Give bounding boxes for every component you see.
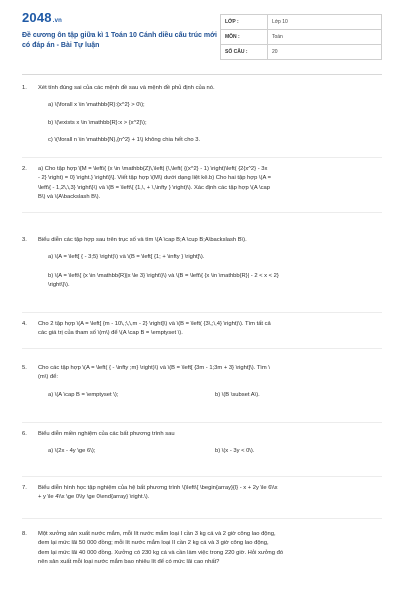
question-text: Cho 2 tập hợp \(A = \left[ {m - 10\,;\,\,m - 2} \right]\) và \(B = \left( {3\,;\,4} \right)\). Tìm tất cả xyxy=(38,321,271,327)
title-line-1: Đề cương ôn tập giữa kì 1 Toán 10 Cánh diều cấu trúc mới xyxy=(22,32,217,39)
question-parts-row xyxy=(48,447,382,456)
question-number: 7. xyxy=(22,485,27,491)
title-line-2: có đáp án - Bài Tự luận xyxy=(22,42,100,49)
question-text: các giá trị của tham số \(m\) để \(A \cap B = \emptyset \). xyxy=(38,330,183,337)
question-divider xyxy=(22,348,382,349)
question-text: đem lại mức lãi 50 000 đồng; mỗi lít nước mắm loại II cần 2 kg cá và 3 giờ công lao động, xyxy=(38,540,269,547)
question-part: c) \(\forall n \in \mathbb{N},{n^2} + 1\) không chia hết cho 3. xyxy=(48,136,201,143)
meta-key: SỐ CÂU : xyxy=(221,45,268,60)
site-logo[interactable] xyxy=(22,10,62,25)
question-number: 2. xyxy=(22,166,27,172)
question-text: Cho các tập hợp \(A = \left( { - \infty ;m} \right)\) và \(B = \left[ {3m - 1;3m + 3} \right]\). Tìm \ xyxy=(38,365,270,371)
question-part: b) \(x - 3y < 0\). xyxy=(215,448,255,455)
meta-row-count xyxy=(221,45,382,60)
question-text: + y \le 4\\x \ge 0\\y \ge 0\end{array} \right.\). xyxy=(38,494,150,501)
question-number: 6. xyxy=(22,431,27,437)
question-divider xyxy=(22,312,382,313)
question-5 xyxy=(22,364,382,400)
question-text: Xét tính đúng sai của các mệnh đề sau và mệnh đề phủ định của nó. xyxy=(38,85,215,91)
question-text: (m\) để: xyxy=(38,374,58,381)
question-text: Một xưởng sản xuất nước mắm, mỗi lít nước mắm loại I cần 3 kg cá và 2 giờ công lao động, xyxy=(38,531,276,537)
question-2 xyxy=(22,165,382,202)
question-divider xyxy=(22,422,382,423)
meta-key: LỚP : xyxy=(221,15,268,30)
question-part: a) \(\forall x \in \mathbb{R}:{x^2} > 0\); xyxy=(48,102,145,109)
question-6 xyxy=(22,430,382,457)
question-part: a) \(A \cap B = \emptyset \); xyxy=(48,391,119,398)
meta-row-class xyxy=(221,15,382,30)
meta-key: MÔN : xyxy=(221,30,268,45)
question-1 xyxy=(22,84,382,145)
question-text: - 2} \right) = 0} \right.} \right\}\]. Viết tập hợp \(M\) dưới dạng liệt kê.b) Cho hai tập hợp \(A = xyxy=(38,175,272,182)
question-divider xyxy=(22,212,382,213)
question-part: a) \(A = \left[ { - 3;5} \right)\) và \(B = \left[ {1; + \infty } \right]\). xyxy=(48,254,205,261)
meta-value: Toán xyxy=(268,30,382,45)
question-part: b) \(\exists x \in \mathbb{R}:x > {x^2}\); xyxy=(48,119,147,126)
question-text: Biểu diễn miền nghiệm của các bất phương trình sau xyxy=(38,431,175,437)
question-8 xyxy=(22,530,382,567)
logo-text: 2048 xyxy=(22,10,52,25)
meta-value: Lớp 10 xyxy=(268,15,382,30)
question-text: Biểu diễn hình học tập nghiệm của hệ bất phương trình \(\left\{ \begin{array}{l} - x + 2y \le 6\\x xyxy=(38,485,278,491)
question-divider xyxy=(22,518,382,519)
question-number: 1. xyxy=(22,85,27,91)
question-part: b) \(B \subset A\). xyxy=(215,391,260,398)
question-number: 5. xyxy=(22,365,27,371)
question-part: b) \(A = \left\{ {x \in \mathbb{R}|x \le 3} \right\}\) và \(B = \left\{ {x \in \mathbb{R}| - 2 < x < 2} xyxy=(48,272,279,279)
question-4 xyxy=(22,320,382,339)
question-number: 3. xyxy=(22,237,27,243)
header-divider xyxy=(22,74,382,75)
question-divider xyxy=(22,476,382,477)
question-text: nên sản xuất mỗi loại nước mắm bao nhiêu lít để có mức lãi cao nhất? xyxy=(38,558,220,565)
question-number: 8. xyxy=(22,531,27,537)
meta-row-subject xyxy=(221,30,382,45)
question-part: a) \(2x - 4y \ge 6\); xyxy=(48,448,96,455)
meta-table xyxy=(220,14,382,60)
question-part: \right\}\). xyxy=(48,281,70,288)
question-text: đem lại mức lãi 40 000 đồng. Xưởng có 230 kg cá và cần làm việc trong 220 giờ. Hỏi xưởng đó xyxy=(38,549,284,556)
document-title xyxy=(22,31,217,51)
question-text: \left\{ - 1,2\,\,3} \right\}\) và \(B = \left\{ {1,\, + \,\infty } \right)\). Xác định các tập hợp \(A \cap xyxy=(38,184,270,191)
logo-suffix: .vn xyxy=(52,18,63,24)
question-text: B\) và \(A\backslash B\). xyxy=(38,193,101,200)
question-divider xyxy=(22,157,382,158)
meta-value: 20 xyxy=(268,45,382,60)
question-text: Biểu diễn các tập hợp sau trên trục số và tìm \(A \cap B;A \cup B;A\backslash B\). xyxy=(38,237,247,243)
question-3 xyxy=(22,236,382,290)
question-7 xyxy=(22,484,382,503)
question-text: a) Cho tập hợp \[M = \left\{ {x \in \mathbb{Z}\,\left| {\,\left( {(x^2} - 1) \right)\left( {2{x^2} - 3x xyxy=(38,166,268,172)
question-number: 4. xyxy=(22,321,27,327)
question-parts-row xyxy=(48,391,382,400)
